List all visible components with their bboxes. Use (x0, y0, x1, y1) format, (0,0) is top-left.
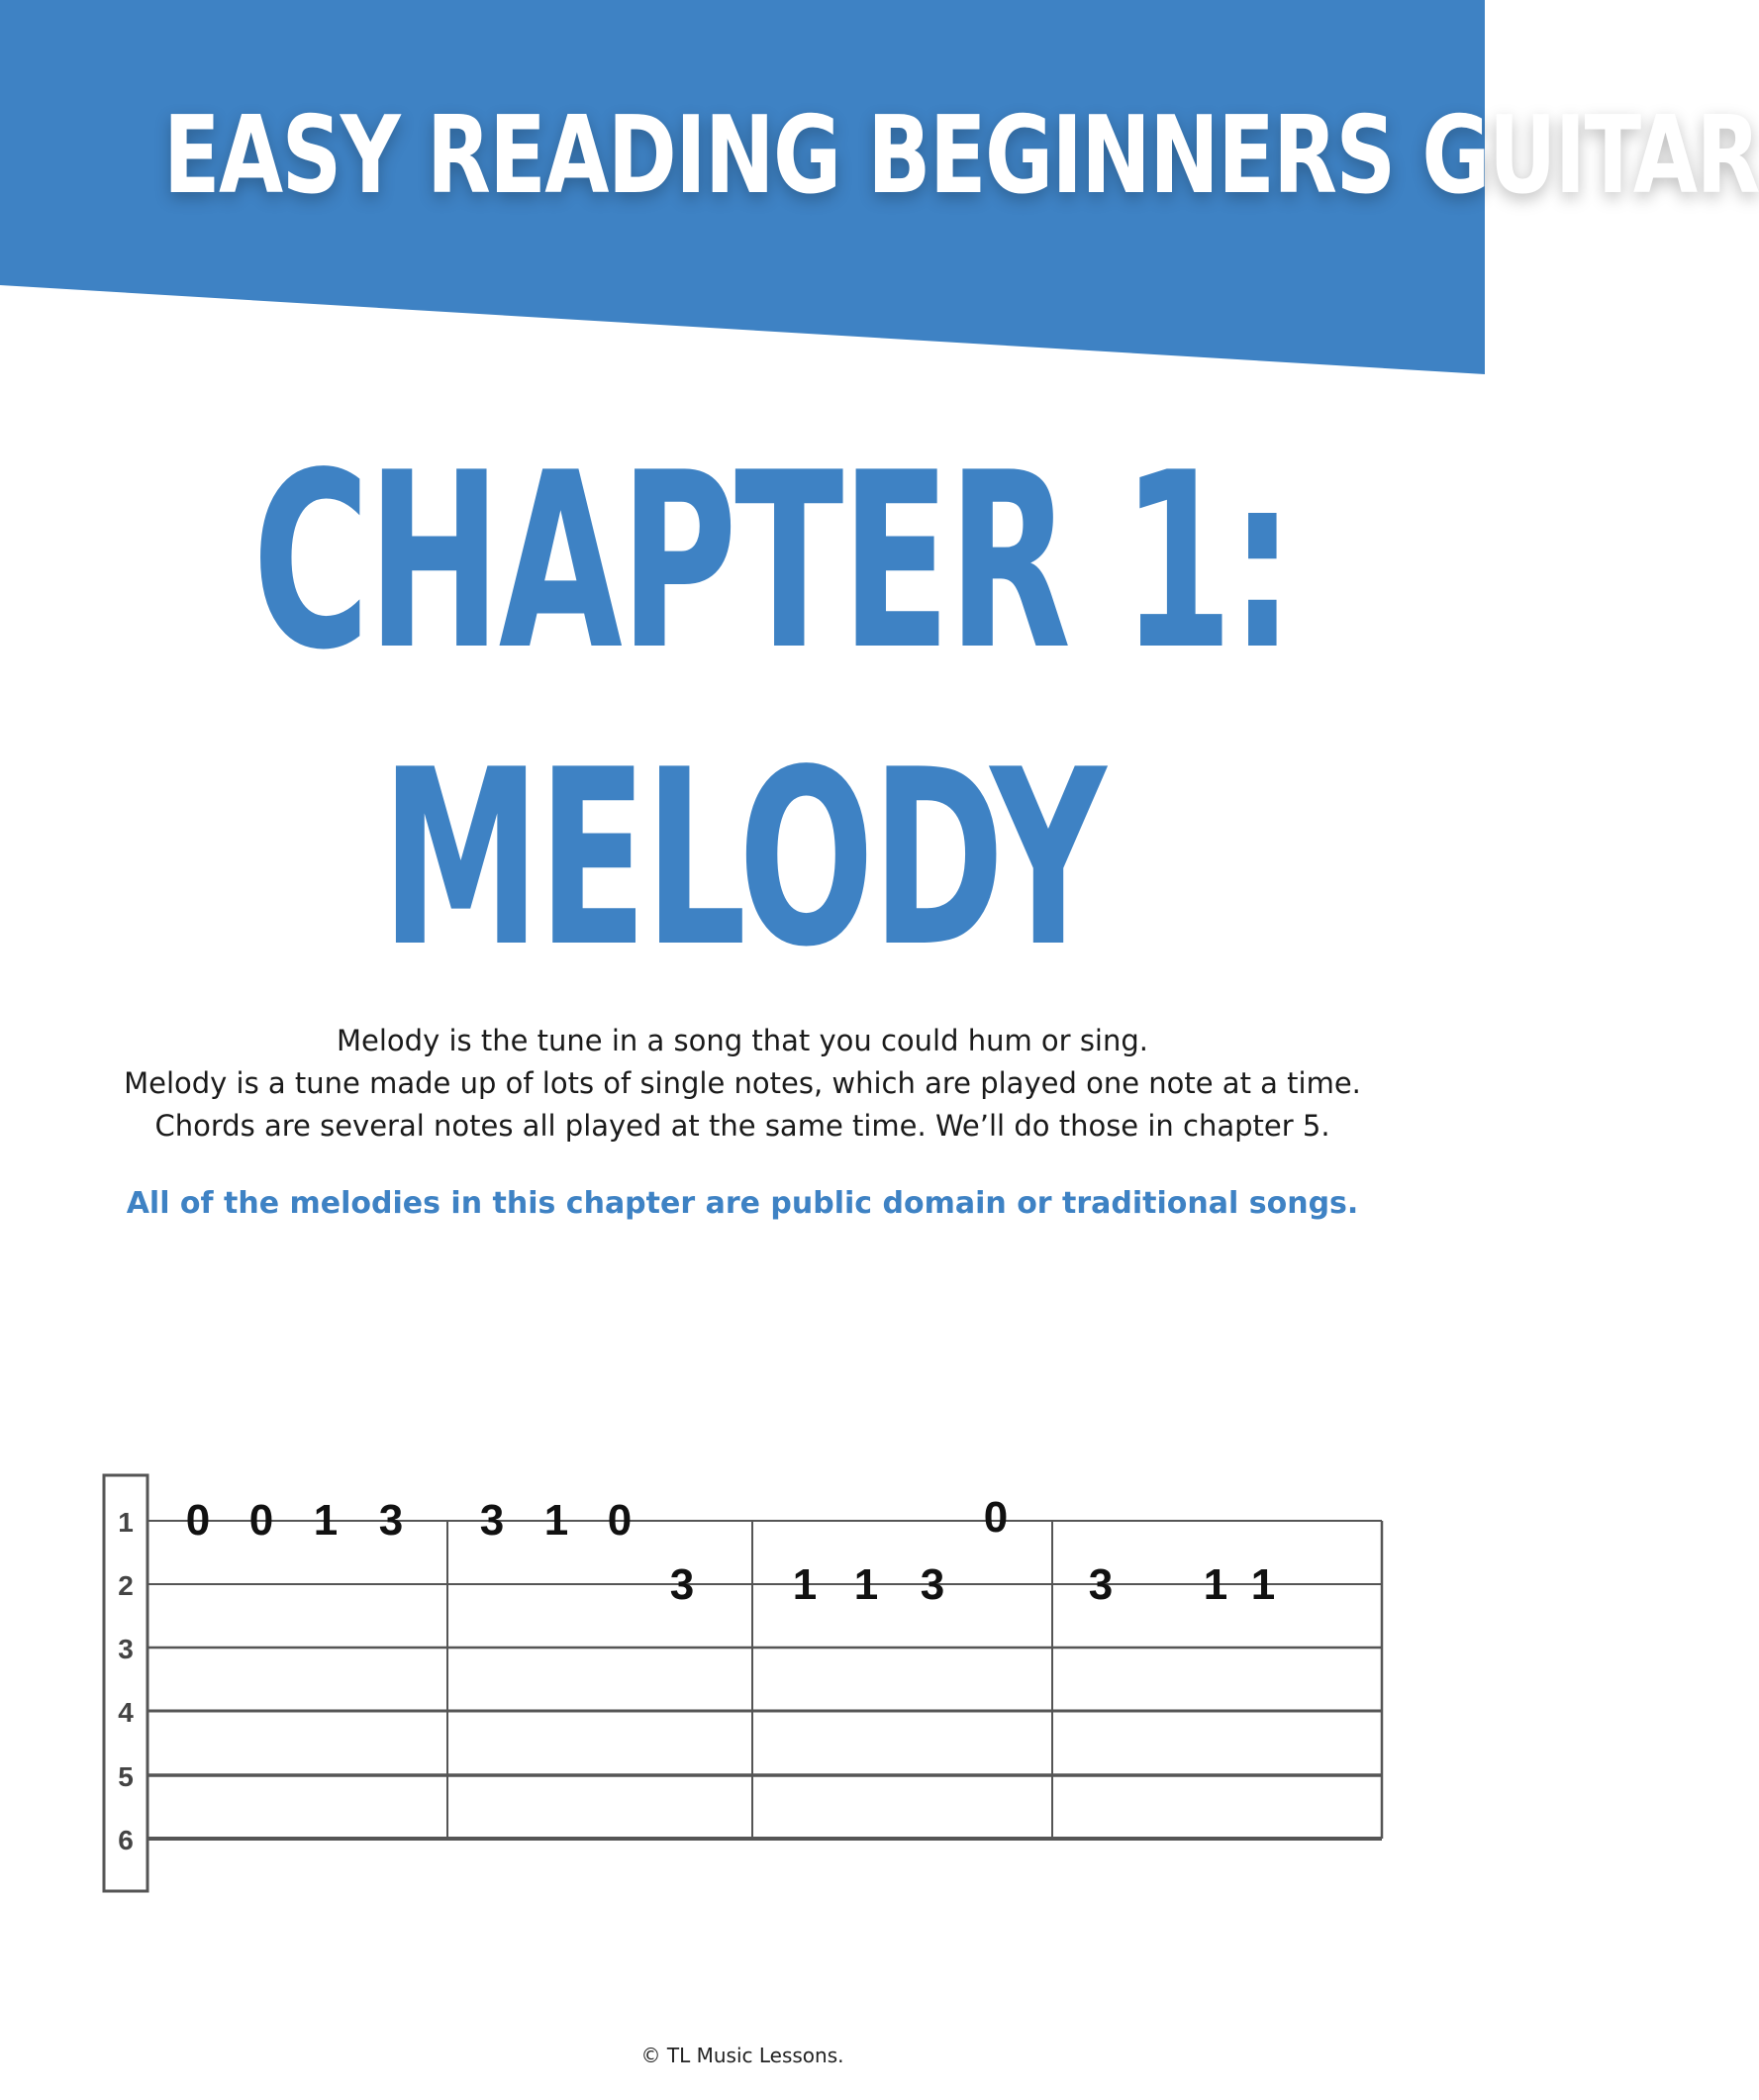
tab-fret-number: 0 (185, 1496, 211, 1545)
header-title: EASY READING BEGINNERS GUITAR (163, 94, 1759, 218)
tab-fret-number: 1 (792, 1560, 818, 1609)
intro-line: Melody is a tune made up of lots of single notes, which are played one note at a time. (124, 1066, 1361, 1100)
string-label: 1 (118, 1507, 134, 1538)
copyright-footer: © TL Music Lessons. (640, 2044, 844, 2067)
tab-fret-number: 1 (1203, 1560, 1228, 1609)
chapter-title-line-1: CHAPTER 1: (251, 421, 1292, 703)
intro-paragraph (0, 1020, 1485, 1148)
tab-fret-number: 3 (378, 1496, 404, 1545)
string-label: 5 (118, 1761, 134, 1792)
tab-fret-number: 0 (248, 1496, 274, 1545)
string-label: 2 (118, 1570, 134, 1601)
tab-fret-number: 3 (1088, 1560, 1114, 1609)
intro-line: Melody is the tune in a song that you could hum or sing. (337, 1024, 1148, 1057)
tab-fret-number: 0 (983, 1493, 1009, 1542)
guitar-tab-staff (0, 1465, 1485, 1901)
tab-fret-number: 0 (607, 1496, 633, 1545)
tab-fret-number: 1 (543, 1496, 569, 1545)
tab-fret-number: 1 (1250, 1560, 1276, 1609)
tab-fret-number: 3 (669, 1560, 695, 1609)
tab-fret-number: 1 (853, 1560, 879, 1609)
string-label: 3 (118, 1634, 134, 1664)
chapter-title-line-2: MELODY (381, 718, 1104, 1000)
tab-fret-number: 3 (920, 1560, 945, 1609)
string-label: 4 (118, 1697, 134, 1728)
public-domain-note: All of the melodies in this chapter are public domain or traditional songs. (126, 1186, 1359, 1221)
intro-line: Chords are several notes all played at the same time. We’ll do those in chapter 5. (154, 1109, 1330, 1143)
tab-fret-number: 3 (479, 1496, 505, 1545)
string-label: 6 (118, 1825, 134, 1855)
tab-fret-number: 1 (313, 1496, 339, 1545)
